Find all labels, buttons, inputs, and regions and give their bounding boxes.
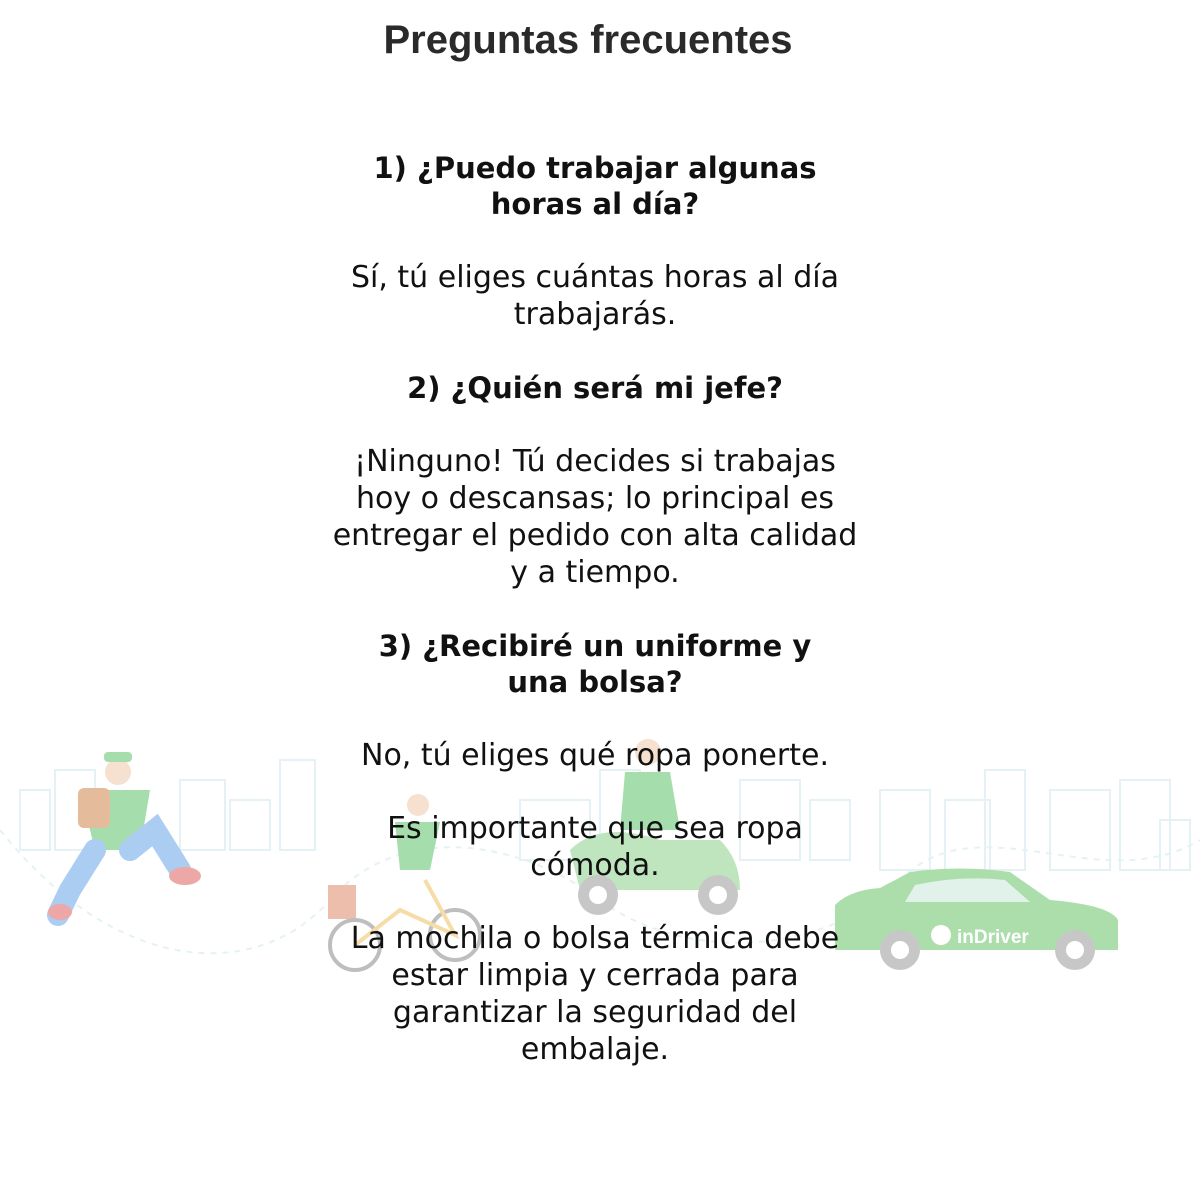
faq-question-2: 2) ¿Quién será mi jefe? [407,371,783,405]
faq-answer-1: Sí, tú eliges cuántas horas al día trabajarás. [350,260,840,332]
faq-answer-2: ¡Ninguno! Tú decides si trabajas hoy o descansas; lo principal es entregar el pedido con alta calidad y a tiempo. [332,444,858,590]
indriver-logo: inDriver [957,927,1029,948]
car-icon [835,869,1118,971]
faq-question-1: 1) ¿Puedo trabajar algunas horas al día? [373,151,817,221]
faq-answer-3-part-2: Es importante que sea ropa cómoda. [387,811,803,883]
faq-question-3: 3) ¿Recibiré un uniforme y una bolsa? [378,629,812,699]
running-courier-icon [48,752,201,920]
faq-list [325,150,865,1105]
faq-answer-3-part-1: No, tú eliges qué ropa ponerte. [361,738,829,773]
page-title: Preguntas frecuentes [383,18,793,62]
faq-answer-3-part-3: La mochila o bolsa térmica debe estar limpia y cerrada para garantizar la seguridad del embalaje. [350,921,840,1067]
